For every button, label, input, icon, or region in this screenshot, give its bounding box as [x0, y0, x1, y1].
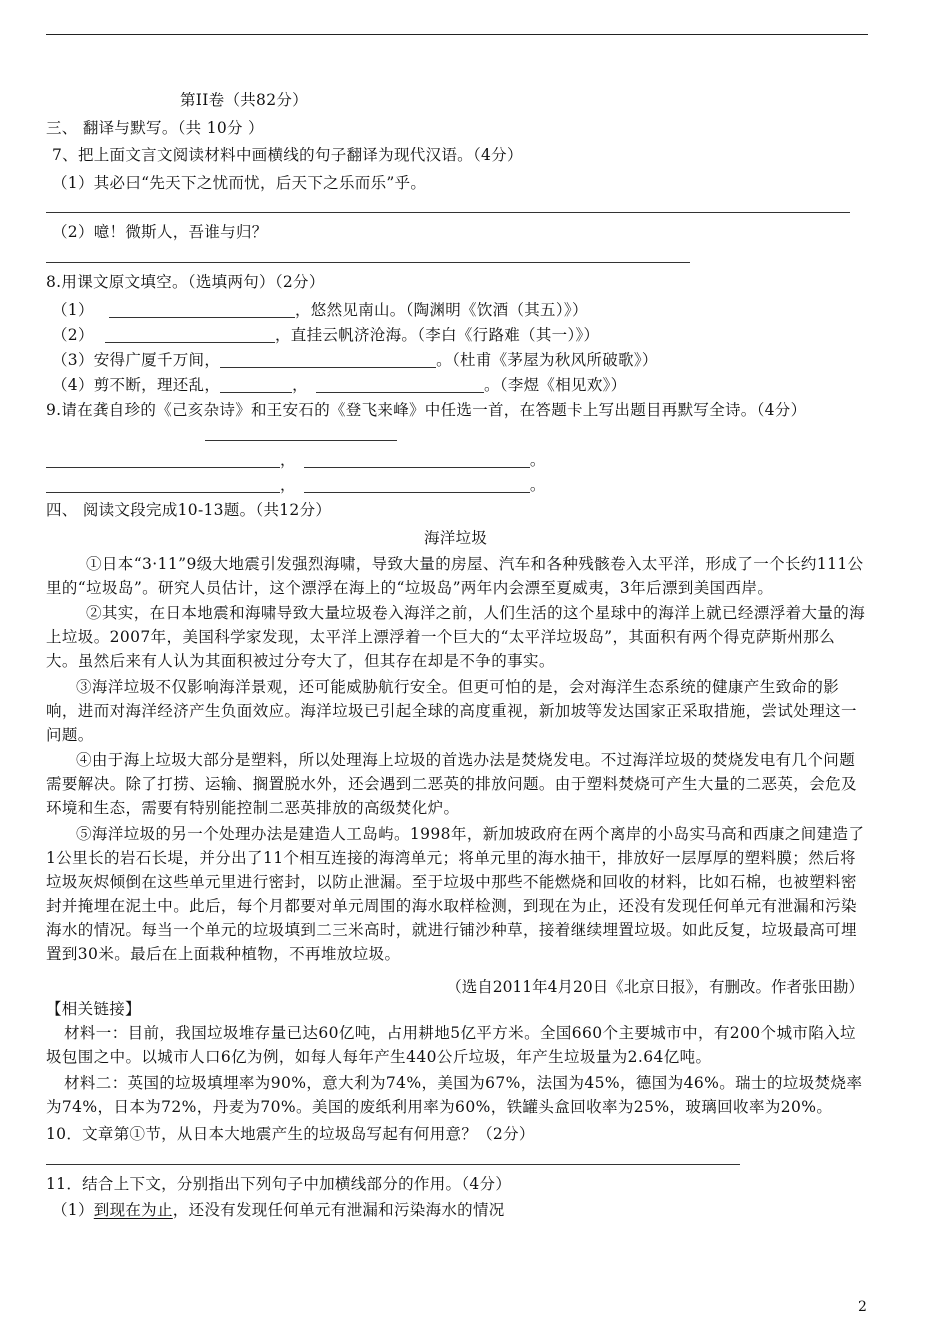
section-title: 第II卷（共82分） [180, 91, 308, 109]
part4-heading: 四、 阅读文段完成10-13题。（共12分） [46, 501, 332, 519]
q11-item1-text: ，还没有发现任何单元有泄漏和污染海水的情况 [172, 1201, 505, 1219]
q8-item1-number: （1） [52, 301, 94, 319]
q11-item1-number: （1） [52, 1201, 94, 1219]
q8-item2 [52, 325, 599, 345]
comma: ， [292, 376, 308, 394]
answer-line[interactable] [46, 262, 690, 263]
paragraph-4: ④由于海上垃圾大部分是塑料，所以处理海上垃圾的首选办法是焚烧发电。不过海洋垃圾的焚烧发电有几个问题需要解决。除了打捞、运输、搁置脱水外，还会遇到二恶英的排放问题。由于塑料焚烧可产生大量的二恶英，会危及环境和生态，需要有特别能控制二恶英排放的高级焚化炉。 [46, 751, 857, 817]
poem-line-1 [46, 450, 546, 470]
fill-blank[interactable] [316, 376, 484, 393]
material-1: 材料一：目前，我国垃圾堆存量已达60亿吨，占用耕地5亿平方米。全国660个主要城市中，有200个城市陷入垃圾包围之中。以城市人口6亿为例，如每人每年产生440公斤垃圾，年产生垃圾量为2.64亿吨。 [46, 1024, 856, 1066]
poem-title-line[interactable] [205, 440, 397, 441]
part3-heading: 三、 翻译与默写。（共 10分 ） [46, 119, 264, 137]
header-rule [46, 34, 868, 35]
q7-item1: （1）其必曰“先天下之忧而忧，后天下之乐而乐”乎。 [52, 174, 427, 192]
q8-item4-source: 。（李煜《相见欢》） [483, 376, 627, 394]
fill-blank[interactable] [304, 451, 530, 468]
related-links-heading: 【相关链接】 [46, 1000, 141, 1018]
paragraph-2: ②其实，在日本地震和海啸导致大量垃圾卷入海洋之前，人们生活的这个星球中的海洋上就已经漂浮着大量的海上垃圾。2007年，美国科学家发现，太平洋上漂浮着一个巨大的“太平洋垃圾岛”，其面积有两个得克萨斯州那么大。虽然后来有人认为其面积被过分夸大了，但其存在却是不争的事实。 [46, 604, 866, 670]
article-source: （选自2011年4月20日《北京日报》，有删改。作者张田勘） [446, 978, 864, 996]
fill-blank[interactable] [105, 326, 275, 343]
fill-blank[interactable] [304, 476, 530, 493]
underlined-phrase: 到现在为止 [93, 1201, 173, 1219]
paragraph-3: ③海洋垃圾不仅影响海洋景观，还可能威胁航行安全。但更可怕的是，会对海洋生态系统的健康产生致命的影响，进而对海洋经济产生负面效应。海洋垃圾已引起全球的高度重视，新加坡等发达国家正采取措施，尝试处理这一问题。 [46, 678, 857, 744]
q8-item2-text: ，直挂云帆济沧海。（李白《行路难（其一）》） [275, 326, 600, 344]
comma: ， [280, 476, 296, 494]
fill-blank[interactable] [46, 451, 280, 468]
q8-item3-source: 。（杜甫《茅屋为秋风所破歌》） [436, 351, 658, 369]
q8-item1-text: ，悠然见南山。（陶渊明《饮酒（其五）》） [295, 301, 588, 319]
material-2: 材料二：英国的垃圾填埋率为90%，意大利为74%，美国为67%，法国为45%，德国为46%。瑞士的垃圾焚烧率为74%，日本为72%，丹麦为70%。美国的废纸利用率为60%，铁罐头盒回收率为25%，玻璃回收率为20%。 [46, 1074, 863, 1116]
page-number: 2 [858, 1299, 867, 1315]
fill-blank[interactable] [46, 476, 280, 493]
q8-item2-number: （2） [52, 326, 94, 344]
fill-blank[interactable] [109, 301, 295, 318]
q9-stem: 9.请在龚自珍的《己亥杂诗》和王安石的《登飞来峰》中任选一首，在答题卡上写出题目再默写全诗。（4分） [46, 401, 807, 419]
poem-line-2 [46, 475, 546, 495]
comma: ， [280, 451, 296, 469]
paragraph-5: ⑤海洋垃圾的另一个处理办法是建造人工岛屿。1998年，新加坡政府在两个离岸的小岛实马高和西康之间建造了1公里长的岩石长堤，并分出了11个相互连接的海湾单元；将单元里的海水抽干，排放好一层厚厚的塑料膜；然后将垃圾灰烬倾倒在这些单元里进行密封，以防止泄漏。至于垃圾中那些不能燃烧和回收的材料，比如石棉，也被塑料密封并掩埋在泥土中。此后，每个月都要对单元周围的海水取样检测，到现在为止，还没有发现任何单元有泄漏和污染海水的情况。每当一个单元的垃圾填到二三米高时，就进行铺沙种草，接着继续埋置垃圾。如此反复，垃圾最高可埋置到30米。最后在上面栽种植物，不再堆放垃圾。 [46, 825, 865, 963]
fill-blank[interactable] [220, 376, 292, 393]
article-title: 海洋垃圾 [424, 529, 488, 547]
paragraph-1: ①日本“3·11”9级大地震引发强烈海啸，导致大量的房屋、汽车和各种残骸卷入太平洋，形成了一个长约111公里的“垃圾岛”。研究人员估计，这个漂浮在海上的“垃圾岛”两年内会漂至夏威夷，3年后漂到美国西岸。 [46, 555, 864, 597]
q8-item4-text: （4）剪不断，理还乱， [52, 376, 221, 394]
answer-line[interactable] [46, 1164, 740, 1165]
q8-item1 [52, 300, 588, 320]
q11-item1 [52, 1200, 505, 1220]
q8-item4 [52, 375, 627, 395]
answer-line[interactable] [46, 212, 850, 213]
q8-item3-text: （3）安得广厦千万间， [52, 351, 221, 369]
q8-item3 [52, 350, 658, 370]
q7-item2: （2）噫！微斯人，吾谁与归？ [52, 223, 268, 241]
q11-stem: 11．结合上下文，分别指出下列句子中加横线部分的作用。（4分） [46, 1175, 512, 1193]
q8-stem: 8.用课文原文填空。（选填两句）（2分） [46, 273, 325, 291]
period: 。 [529, 451, 546, 469]
fill-blank[interactable] [220, 351, 436, 368]
period: 。 [529, 476, 546, 494]
q10-stem: 10．文章第①节，从日本大地震产生的垃圾岛写起有何用意？（2分） [46, 1125, 535, 1143]
q7-stem: 7、把上面文言文阅读材料中画横线的句子翻译为现代汉语。（4分） [52, 146, 523, 164]
